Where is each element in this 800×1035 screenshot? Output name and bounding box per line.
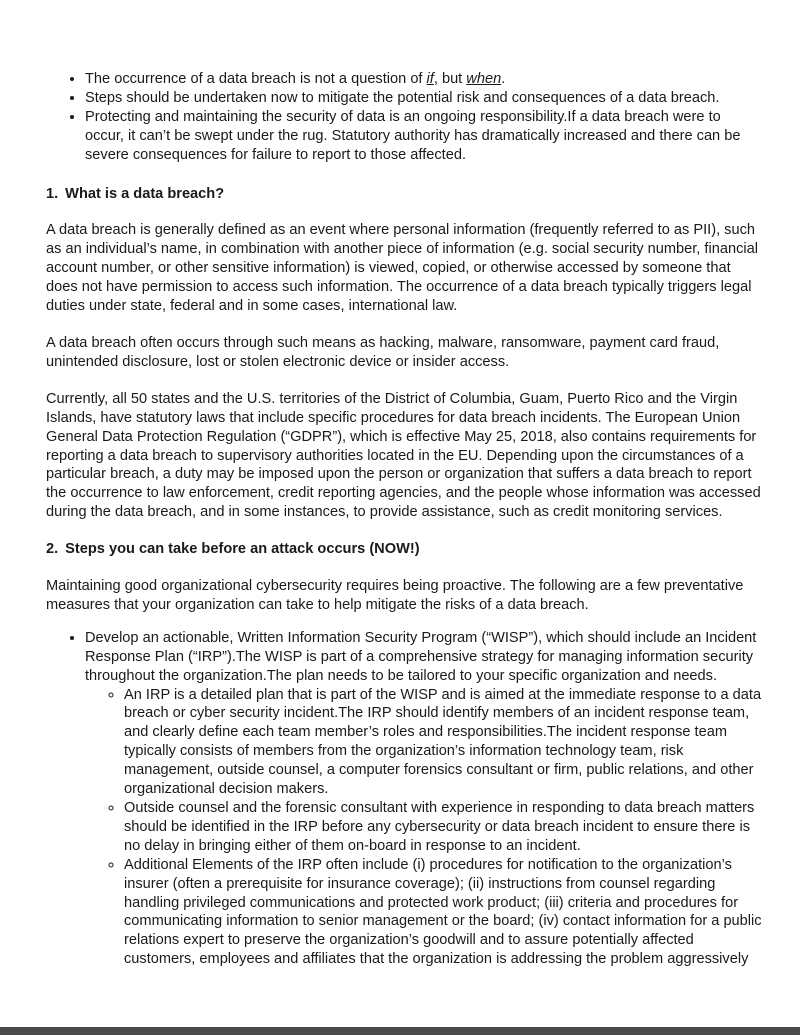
step-item-wisp [85,629,762,969]
sub-item-additional-elements: ◦ Additional Elements of the IRP often include (i) procedures for notification to the organization’s insurer (often a prerequisite for insurance coverage); (ii) instructions from counsel regarding handling privileged communications and protected work product; (iii) criteria and procedures for communicating information to senior management or the board; (iv) contact information for a public relations expert to preserve the organization’s goodwill and to assure potentially affected customers, employees and affiliates that the organization is addressing the problem aggressively [124,856,762,969]
intro-bullet-3: • Protecting and maintaining the security of data is an ongoing responsibility.If a data breach were to occur, it can’t be swept under the rug. Statutory authority has dramatically increased and there can be severe consequences for failure to report to those affected. [85,108,762,165]
step-item-wisp-text: Develop an actionable, Written Information Security Program (“WISP”), which should include an Incident Response Plan (“IRP”).The WISP is part of a comprehensive strategy for managing information security throughout the organization.The plan needs to be tailored to your specific organization and needs. [85,629,757,684]
section-2-heading [46,540,762,559]
emphasis-if: if [426,71,434,87]
section-2-title: Steps you can take before an attack occurs (NOW!) [65,541,420,558]
section-1-heading [46,185,762,204]
intro-bullet-2: • Steps should be undertaken now to mitigate the potential risk and consequences of a data breach. [85,89,762,108]
emphasis-when: when [466,71,502,87]
section-1-paragraph-1: A data breach is generally defined as an event where personal information (frequently referred to as PII), such as an individual’s name, in combination with another piece of information (e.g. social security number, financial account number, or other sensitive information) is viewed, copied, or otherwise accessed by someone that does not have permission to access such information. The occurrence of a data breach typically triggers legal duties under state, federal and in some cases, international law. [46,222,758,315]
section-1-number: 1. [46,185,59,202]
sub-item-irp-definition: ◦ An IRP is a detailed plan that is part of the WISP and is aimed at the immediate response to a data breach or cyber security incident.The IRP should identify members of an incident response team, and clearly define each team member’s roles and responsibilities.The incident response team typically consists of members from the organization’s information technology team, risk management, outside counsel, a computer forensics consultant or firm, public relations, and other organizational decision makers. [124,686,762,799]
document-content [46,70,762,969]
section-2-intro: Maintaining good organizational cybersecurity requires being proactive. The following are a few preventative measures that your organization can take to help mitigate the risks of a data breach. [46,578,744,613]
section-1-paragraph-3: Currently, all 50 states and the U.S. territories of the District of Columbia, Guam, Puerto Rico and the Virgin Islands, have statutory laws that include specific procedures for data breach incidents. The European Union General Data Protection Regulation (“GDPR”), which is effective May 25, 2018, also contains requirements for reporting a data breach to supervisory authorities located in the EU. Depending upon the circumstances of a particular breach, a duty may be imposed upon the person or organization that suffers a data breach to report the occurrence to law enforcement, credit reporting agencies, and the people whose information was accessed during the data breach, and in some instances, to provide assistance, such as credit monitoring services. [46,390,761,521]
intro-bullet-list [46,70,762,165]
sub-item-outside-counsel: ◦ Outside counsel and the forensic consultant with experience in responding to data breach matters should be identified in the IRP before any cybersecurity or data breach incident to ensure there is no delay in bringing either of them on-board in response to an incident. [124,799,762,856]
section-1-paragraph-2: A data breach often occurs through such means as hacking, malware, ransomware, payment card fraud, unintended disclosure, lost or stolen electronic device or insider access. [46,334,720,370]
section-1-title: What is a data breach? [65,185,225,202]
section-2-number: 2. [46,541,59,558]
viewer-bottom-bar [0,1027,800,1035]
steps-list [46,629,762,969]
step-sub-list [85,686,762,970]
intro-bullet-1: • The occurrence of a data breach is not a question of if, but when. [85,70,762,89]
